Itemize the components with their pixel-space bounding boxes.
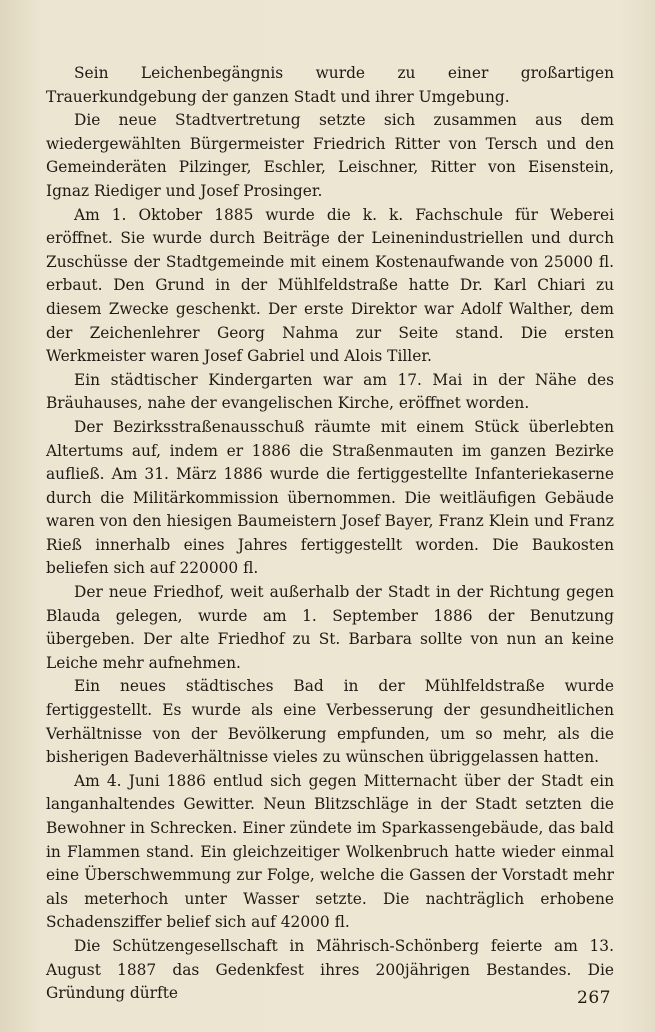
paragraph-kindergarten: Ein städtischer Kindergarten war am 17. Mai in der Nähe des Bräuhauses, nahe der evangelischen Kirche, eröffnet worden.: [46, 370, 614, 413]
paragraph-thunderstorm: Am 4. Juni 1886 entlud sich gegen Mitternacht über der Stadt ein langanhaltendes Gewitter. Neun Blitzschläge in der Stadt setzten die Bewohner in Schrecken. Einer zündete im Sparkassengebäude, das bald in Flammen stand. Ein gleichzeitiger Wolkenbruch hatte wieder einmal eine Überschwemmung zur Folge, welche die Gassen der Vorstadt mehr als meterhoch unter Wasser setzte. Die nachträglich erhobene Schadensziffer belief sich auf 42000 fl.: [46, 771, 614, 932]
paragraph-road-tolls-barracks: Der Bezirksstraßenausschuß räumte mit einem Stück überlebten Altertums auf, indem er 1886 die Straßenmauten im ganzen Bezirke aufließ. Am 31. März 1886 wurde die fertiggestellte Infanteriekaserne durch die Militärkommission übernommen. Die weitläufigen Gebäude waren von den hiesigen Baumeistern Josef Bayer, Franz Klein und Franz Rieß innerhalb eines Jahres fertiggestellt worden. Die Baukosten beliefen sich auf 220000 fl.: [46, 417, 614, 578]
body-text: [46, 62, 614, 1006]
page-number: 267: [577, 988, 611, 1008]
paragraph-new-cemetery: Der neue Friedhof, weit außerhalb der Stadt in der Richtung gegen Blauda gelegen, wurde am 1. September 1886 der Benutzung übergeben. Der alte Friedhof zu St. Barbara sollte von nun an keine Leiche mehr aufnehmen.: [46, 583, 614, 672]
paragraph-city-council: Die neue Stadtvertretung setzte sich zusammen aus dem wiedergewählten Bürgermeister Friedrich Ritter von Tersch und den Gemeinderäten Pilzinger, Eschler, Leischner, Ritter von Eisenstein, Ignaz Riediger und Josef Prosinger.: [46, 111, 614, 200]
paragraph-municipal-bath: Ein neues städtisches Bad in der Mühlfeldstraße wurde fertiggestellt. Es wurde als eine Verbesserung der gesundheitlichen Verhältnisse von der Bevölkerung empfunden, um so mehr, als die bisherigen Badeverhältnisse vieles zu wünschen übriggelassen hatten.: [46, 677, 614, 767]
paragraph-funeral: Sein Leichenbegängnis wurde zu einer großartigen Trauerkundgebung der ganzen Stadt und ihrer Umgebung.: [46, 64, 614, 106]
paragraph-weaving-school: Am 1. Oktober 1885 wurde die k. k. Fachschule für Weberei eröffnet. Sie wurde durch Beiträge der Leinenindustriellen und durch Zuschüsse der Stadtgemeinde mit einem Kostenaufwande von 25000 fl. erbaut. Den Grund in der Mühlfeldstraße hatte Dr. Karl Chiari zu diesem Zwecke geschenkt. Der erste Direktor war Adolf Walther, dem der Zeichenlehrer Georg Nahma zur Seite stand. Die ersten Werkmeister waren Josef Gabriel und Alois Tiller.: [46, 205, 614, 366]
paragraph-shooting-society: Die Schützengesellschaft in Mährisch-Schönberg feierte am 13. August 1887 das Gedenkfest ihres 200jährigen Bestandes. Die Gründung dürfte: [46, 936, 614, 1003]
